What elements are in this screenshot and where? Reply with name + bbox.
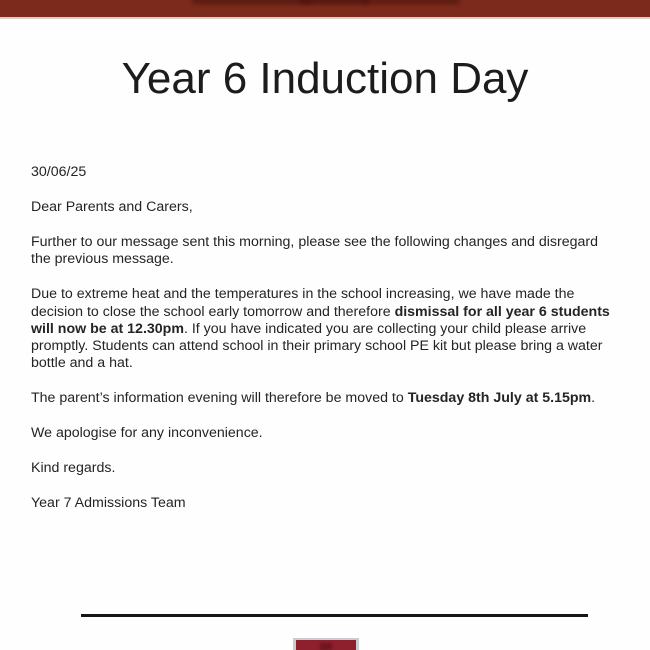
bold-dismissal-time: dismissal for all year 6 students will now be at 12.30pm (31, 303, 610, 337)
salutation: Dear Parents and Carers, (31, 198, 193, 215)
paragraph-text: The parent’s information evening will therefore be moved to (31, 390, 408, 407)
letter-date: 30/06/25 (31, 164, 87, 180)
school-logo-crest (296, 640, 356, 650)
header-cutoff-text-remnant (362, 0, 460, 4)
letter-body (31, 164, 616, 530)
sign-off: Kind regards. (31, 460, 116, 477)
paragraph-evening-moved (31, 390, 616, 407)
page-title: Year 6 Induction Day (121, 54, 529, 103)
paragraph-intro: Further to our message sent this morning, please see the following changes and disregard the previous message. (31, 233, 599, 268)
school-logo (293, 638, 359, 650)
bold-new-evening-date: Tuesday 8th July at 5.15pm (407, 390, 592, 407)
paragraph-closure-notice (31, 286, 616, 372)
school-crest-emblem-icon (320, 643, 332, 650)
paragraph-text: . (591, 390, 596, 407)
paragraph-text: . If you have indicated you are collecting your child please arrive promptly. Students can attend school in their primary school PE kit but please bring a water bottle and a hat. (31, 320, 603, 372)
header-cutoff-text-remnant (192, 0, 312, 4)
signature-team: Year 7 Admissions Team (31, 495, 186, 512)
footer-divider-line (81, 614, 588, 617)
header-cutoff-text-remnant (300, 0, 370, 4)
paragraph-apology: We apologise for any inconvenience. (31, 425, 263, 442)
paragraph-text: Due to extreme heat and the temperatures in the school increasing, we have made the decision to close the school early tomorrow and therefore (31, 286, 575, 320)
header-bar (0, 0, 650, 19)
